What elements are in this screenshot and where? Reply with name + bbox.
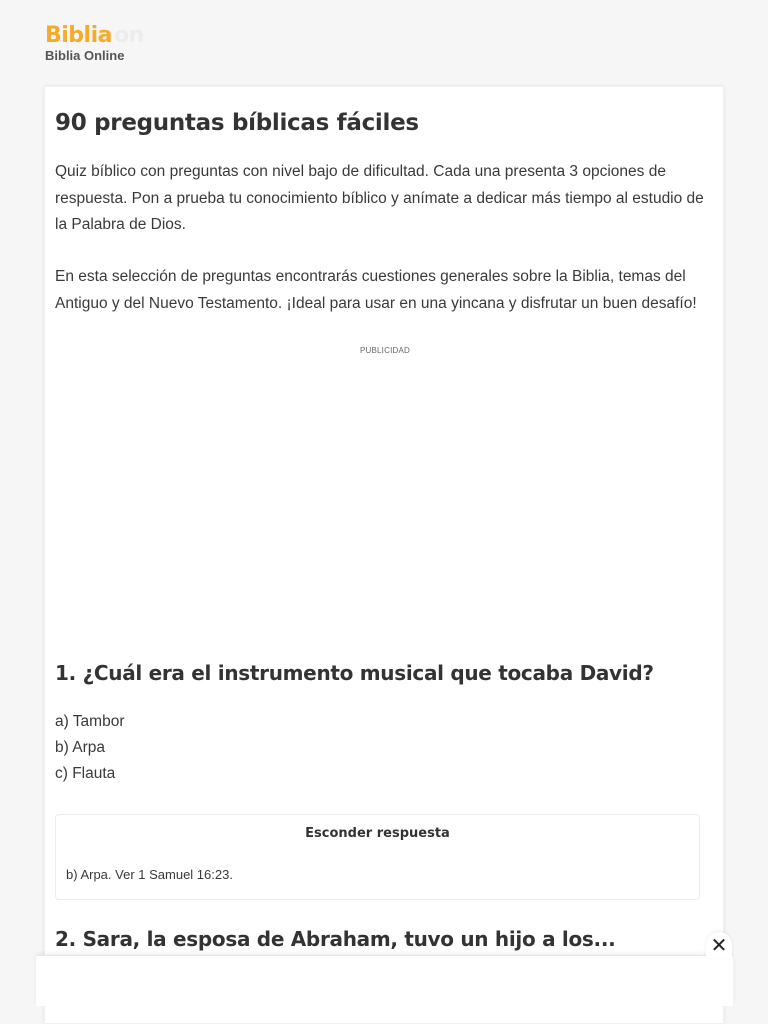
- site-header: [45, 22, 144, 63]
- site-subtitle: Biblia Online: [45, 48, 125, 63]
- site-logo[interactable]: [45, 22, 144, 50]
- page-title: 90 preguntas bíblicas fáciles: [55, 110, 419, 136]
- answer-box: [55, 814, 700, 900]
- answer-text: b) Arpa. Ver 1 Samuel 16:23.: [66, 867, 233, 882]
- ad-label: PUBLICIDAD: [359, 346, 410, 355]
- article-card: [44, 86, 724, 1024]
- option-c: c) Flauta: [55, 765, 116, 782]
- bottom-ad-banner: [36, 955, 733, 1006]
- option-b: b) Arpa: [55, 739, 105, 756]
- answer-options: [55, 709, 125, 787]
- logo-text: Biblia: [45, 23, 112, 48]
- option-a: a) Tambor: [55, 713, 125, 730]
- question-title: 1. ¿Cuál era el instrumento musical que tocaba David?: [55, 661, 654, 685]
- close-icon[interactable]: ✕: [706, 932, 732, 958]
- intro-paragraph-2: En esta selección de preguntas encontrarás cuestiones generales sobre la Biblia, temas del Antiguo y del Nuevo Testamento. ¡Ideal para usar en una yincana y disfrutar un buen desafío!: [55, 268, 697, 312]
- intro-paragraph: Quiz bíblico con preguntas con nivel bajo de dificultad. Cada una presenta 3 opciones de respuesta. Pon a prueba tu conocimiento bíblico y anímate a dedicar más tiempo al estudio de la Palabra de Dios.: [55, 163, 704, 233]
- ad-slot: [55, 362, 715, 642]
- question-title-2: 2. Sara, la esposa de Abraham, tuvo un hijo a los...: [55, 927, 616, 951]
- logo-suffix: on: [114, 23, 144, 48]
- hide-answer-button[interactable]: Esconder respuesta: [56, 826, 699, 841]
